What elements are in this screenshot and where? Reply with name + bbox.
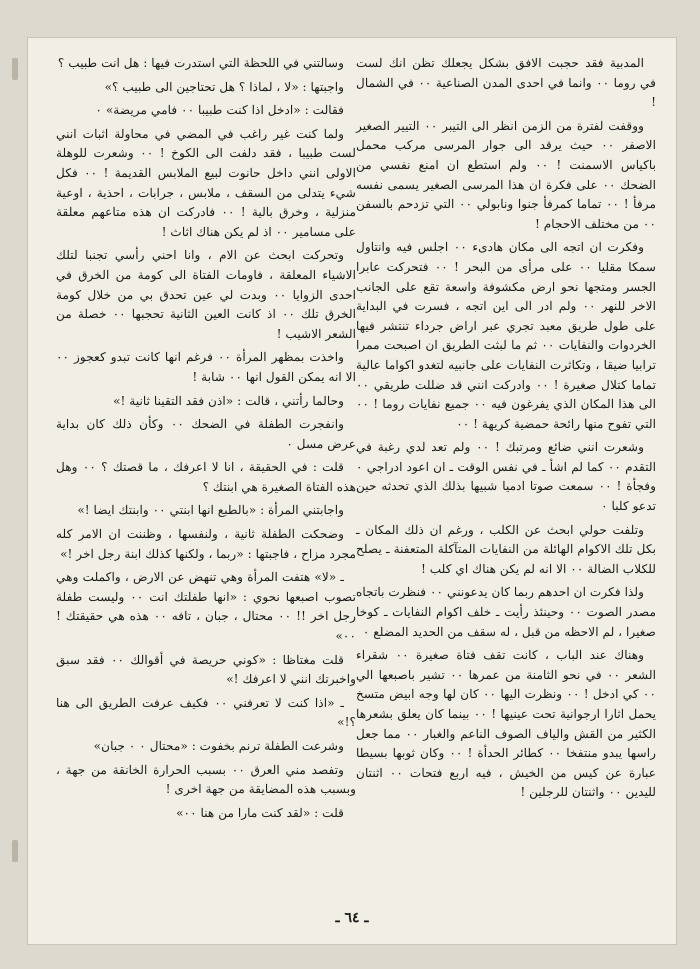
paragraph: ووقفت لفترة من الزمن انظر الى التيبر ٠٠ التيير الصغير الاصفر ٠٠ حيث يرقد الى جوار المرسى مركب محمل باكياس الاسمنت ! ٠٠ ولم استطع ان امنع نفسي من الضحك ٠٠ على فكرة ان هذا المرسى الصغير يسمى نفسه مرفأ ! ٠٠ تماما كمرفأ جنوا ونابولي ٠٠ التي تزدحم بالسفن ٠٠ من مختلف الاحجام ! [356, 118, 656, 231]
left-text-column [56, 54, 356, 827]
paragraph: المدبية فقد حجبت الافق بشكل يجعلك تظن انك لست في روما ٠٠ وانما في احدى المدن الصناعية ٠٠ في الشمال ! [356, 56, 657, 110]
paragraph: وحالما رأتني ، قالت : «اذن فقد التقينا ثانية !» [113, 393, 344, 408]
paragraph: وضحكت الطفلة ثانية ، ولنفسها ، وظننت ان الامر كله مجرد مزاح ، فاجبتها : «ربما ، ولكنها كذلك ابنة رجل اخر !» [56, 527, 356, 561]
paragraph: وسالتني في اللحظة التي استدرت فيها : هل انت طبيب ؟ [57, 56, 344, 70]
paragraph: قلت مغتاظا : «كوني حريصة في أقوالك ٠٠ فقد سبق واخبرتك انني لا اعرفك !» [56, 652, 356, 687]
paragraph: وتفصد مني العرق ٠٠ بسبب الحرارة الخانقة من جهة ، وبسبب هذه المضايقة من جهة اخرى ! [56, 762, 356, 797]
paragraph: فقالت : «ادخل اذا كنت طبيبا ٠٠ فامي مريضة» ٠ [95, 103, 344, 118]
page-number: ـ ٦٤ ـ [335, 910, 369, 926]
paragraph: ـ «لا» هتفت المرأة وهي تنهض عن الارض ، واكملت وهي تصوب اصبعها نحوي : «انها طفلتك انت ٠٠ وليست طفلة رجل اخر !! ٠٠ محتال ، جبان ، تافه ٠٠ هذه هي حقيقتك ! ٠٠» [56, 570, 357, 644]
paragraph: ـ «اذا كنت لا تعرفني ٠٠ فكيف عرفت الطريق الى هنا ؟!» [56, 695, 356, 730]
paragraph: وتلفت حولي ابحث عن الكلب ، ورغم ان ذلك المكان ـ بكل تلك الاكوام الهائلة من النفايات المتآكلة المتعفنة ـ يصلح للكلاب الضالة ٠٠ الا انه لم يكن هناك اي كلب ! [356, 522, 656, 576]
paragraph: وشعرت انني ضائع ومرتبك ! ٠٠ ولم تعد لدي رغبة في التقدم ٠٠ كما لم اشأ ـ في نفس الوقت ـ ان اعود ادراجي ٠ وفجأة ! ٠٠ سمعت صوتا ادميا شبيها بذلك الذي تحدثه حين تدعو كلبا ٠ [356, 440, 656, 514]
paragraph: وانفجرت الطفلة في الضحك ٠٠ وكأن ذلك كان بداية عرض مسل ٠ [56, 417, 356, 451]
paragraph: وهناك عند الباب ، كانت تقف فتاة صغيرة ٠٠ شقراء الشعر ٠٠ في نحو الثامنة من عمرها ٠٠ تشير باصبعها الي ٠٠ كي ادخل ! ٠٠ ونظرت اليها ٠٠ كان لها وجه ابيض متسخ يحمل اثارا ارجوانية تحت عينيها ! ٠٠ بينما كان يعلق بشعرها الكثير من القش والياف الصوف الناعم والغبار ٠٠ مما جعل راسها يبدو منتفخا ٠٠ كطائر الحدأة ! ٠٠ وكان ثوبها بسيطا عبارة عن كيس من الخيش ، فيه اربع فتحات ٠٠ اثنتان لليدين ٠٠ واثنتان للرجلين ! [356, 648, 657, 800]
paragraph: قلت : في الحقيقة ، انا لا اعرفك ، ما قصتك ؟ ٠٠ وهل هذه الفتاة الصغيرة هي ابنتك ؟ [56, 460, 356, 494]
right-text-column [356, 54, 656, 807]
staple-mark [12, 840, 18, 862]
staple-mark [12, 58, 18, 80]
paragraph: ولما كنت غير راغب في المضي في محاولة اثبات انني لست طبيبا ، فقد دلفت الى الكوخ ! ٠٠ وشعرت للوهلة الاولى انني داخل حانوت لبيع الملابس القديمة ! ٠٠ فكل شيء يتدلى من السقف ، ملابس ، جرابات ، احذية ، اوعية منزلية ، وخرق بالية ! ٠٠ فادركت ان هذه متاعهم معلقة على مسامير ٠٠ اذ لم يكن هناك اثاث ! [56, 126, 356, 239]
paragraph: واجبتها : «لا ، لماذا ؟ هل تحتاجين الى طبيب ؟» [104, 79, 344, 94]
paragraph: واجابتني المرأة : «بالطبع انها ابنتي ٠٠ وابنتك ايضا !» [77, 503, 344, 518]
magazine-page [28, 38, 676, 944]
paragraph: ولذا فكرت ان احدهم ربما كان يدعونني ٠٠ فنظرت باتجاه مصدر الصوت ٠٠ وحينئذ رأيت ـ خلف اكوام النفايات ـ كوخا صغيرا ، لم الاحظه من قبل ، له سقف من الحديد المضلع ٠ [356, 585, 656, 639]
paragraph: وتحركت ابحث عن الام ، وانا احني رأسي تجنبا لتلك الاشياء المعلقة ، فاومات الفتاة الى كومة من الخرق في احدى الزوايا ٠٠ وبدت لي عين تحدق بي من خلال كومة الخرق تلك ٠٠ اذ كانت العين الثانية تحجبها ٠٠ خصلة من الشعر الاشيب ! [56, 248, 356, 341]
paragraph: واخذت بمظهر المرأة ٠٠ فرغم انها كانت تبدو كعجوز ٠٠ الا انه يمكن القول انها ٠٠ شابة ! [56, 350, 356, 384]
paragraph: وشرعت الطفلة ترنم بخفوت : «محتال ٠ ٠ جبان» [93, 739, 344, 753]
paragraph: وفكرت ان اتجه الى مكان هادىء ٠٠ اجلس فيه وانتاول سمكا مقليا ٠٠ على مرأى من البحر ! ٠٠ فتحركت عابرا الجسر ومتجها نحو ارض مكشوفة واسعة تقع على الجانب الاخر للنهر ٠٠ ولم ادر الى اين اتجه ، فسرت في البداية على طول طريق معبد تجري عبر اراض جرداء تنتشر فيها الخردوات والنفايات ٠٠ ثم ما لبثت الطريق ان اصبحت ممرا ترابيا ضيقا ، وتكاثرت النفايات على جانبيه لتغدو اكواما عالية تماما كتلال صغيرة ! ٠٠ وادركت انني قد ضللت طريقي ٠٠ الى هذا المكان الذي يفرغون فيه ٠٠ جميع نفايات روما ! ٠٠ التي تفوح منها رائحة حمضية كريهة ! ٠٠ [356, 240, 657, 431]
paragraph: قلت : «لقد كنت مارا من هنا ٠٠» [176, 805, 344, 820]
